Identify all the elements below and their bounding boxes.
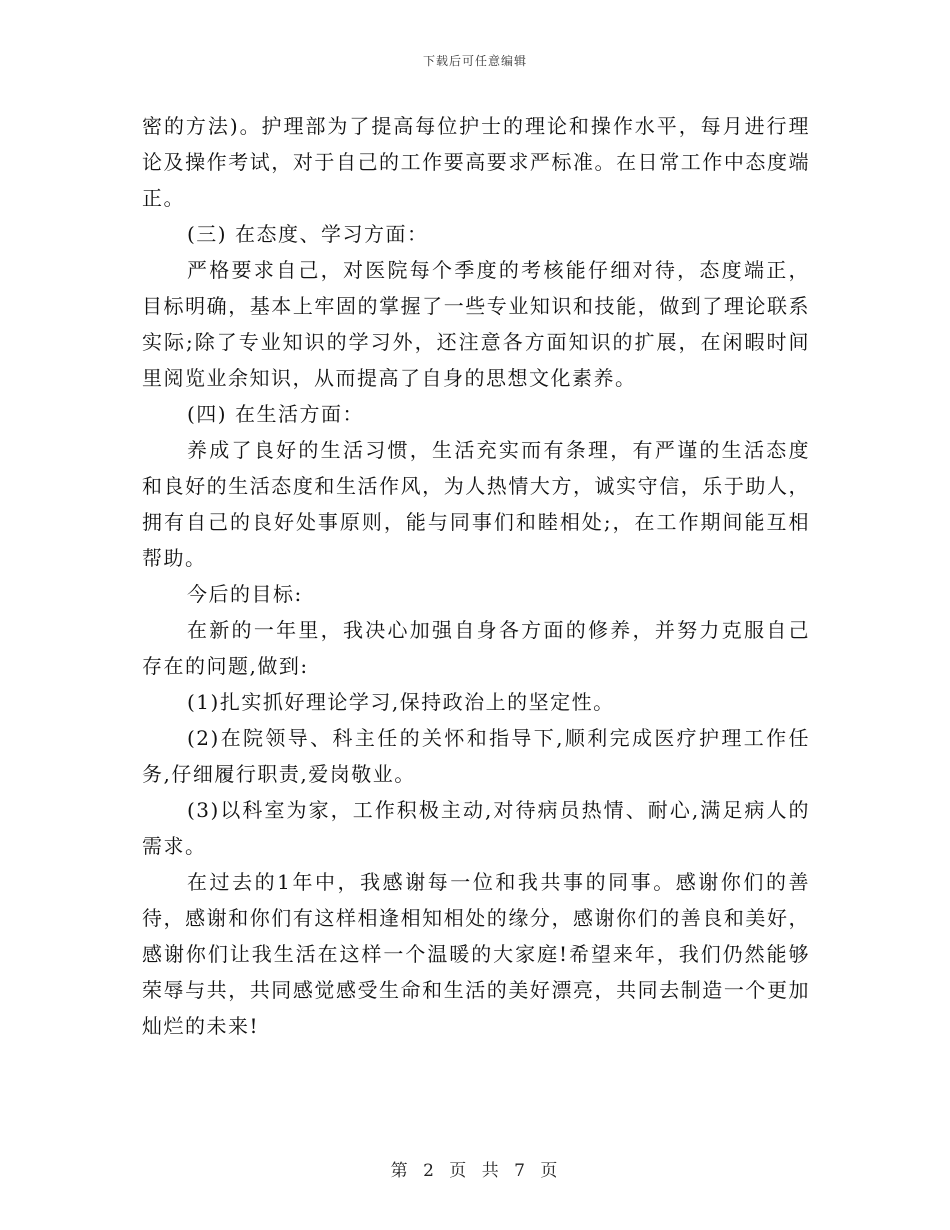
paragraph-5: 养成了良好的生活习惯，生活充实而有条理，有严谨的生活态度和良好的生活态度和生活作风，为人热情大方，诚实守信，乐于助人，拥有自己的良好处事原则，能与同事们和睦相处;，在工作期间能互相帮助。	[142, 438, 810, 570]
section-heading-goals: 今后的目标:	[187, 582, 303, 606]
section-heading-attitude-study: (三) 在态度、学习方面：	[187, 222, 429, 246]
paragraph-3: 严格要求自己，对医院每个季度的考核能仔细对待，态度端正，目标明确，基本上牢固的掌握了一些专业知识和技能，做到了理论联系实际;除了专业知识的学习外，还注意各方面知识的扩展，在闲暇时间里阅览业余知识，从而提高了自身的思想文化素养。	[142, 258, 810, 390]
goal-item-1: (1)扎实抓好理论学习,保持政治上的坚定性。	[187, 690, 615, 714]
paragraph-1: 密的方法)。护理部为了提高每位护士的理论和操作水平，每月进行理论及操作考试，对于自己的工作要高要求严标准。在日常工作中态度端正。	[142, 114, 810, 210]
goal-item-2: (2)在院领导、科主任的关怀和指导下,顺利完成医疗护理工作任务,仔细履行职责,爱岗敬业。	[142, 726, 810, 786]
section-heading-life: (四) 在生活方面：	[187, 402, 364, 426]
paragraph-closing: 在过去的1年中，我感谢每一位和我共事的同事。感谢你们的善待，感谢和你们有这样相逢相知相处的缘分，感谢你们的善良和美好，感谢你们让我生活在这样一个温暖的大家庭!希望来年，我们仍然能够荣辱与共，共同感觉感受生命和生活的美好漂亮，共同去制造一个更加灿烂的未来!	[142, 870, 810, 1038]
document-body	[142, 108, 810, 1044]
page-header: 下载后可任意编辑	[422, 54, 527, 68]
goal-item-3: (3)以科室为家，工作积极主动,对待病员热情、耐心,满足病人的需求。	[142, 798, 810, 858]
paragraph-7: 在新的一年里，我决心加强自身各方面的修养，并努力克服自己存在的问题,做到:	[142, 618, 810, 678]
page-number: 第 2 页 共 7 页	[390, 1161, 560, 1181]
